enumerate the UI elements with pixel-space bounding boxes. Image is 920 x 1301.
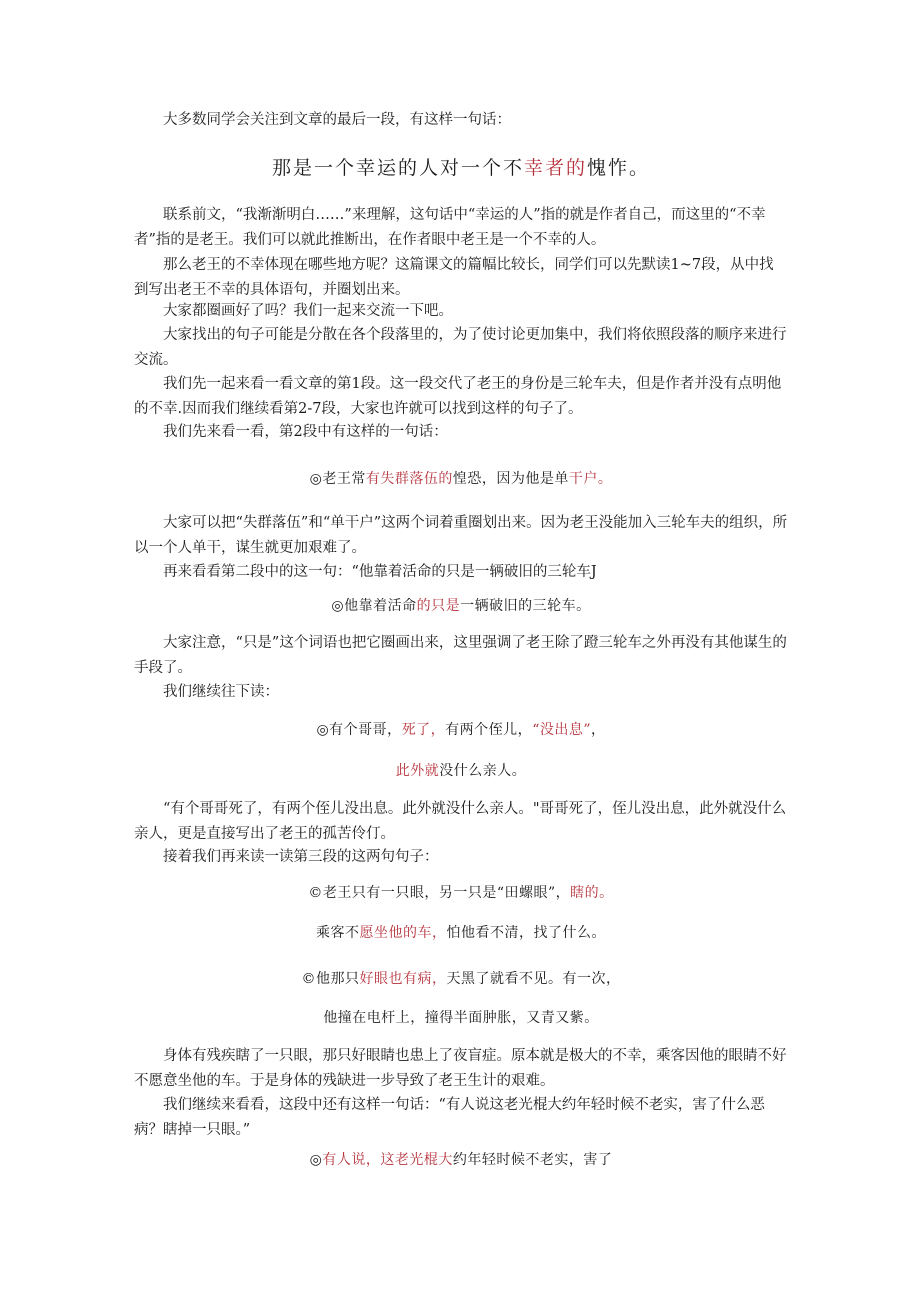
quote-line <box>134 595 788 617</box>
quote-highlight: 有人说，这老光棍大 <box>322 1152 453 1168</box>
quote-text: 惶恐，因为他是单 <box>452 471 569 487</box>
quote-line <box>134 922 788 944</box>
quote-highlight: “没出息” <box>532 722 592 738</box>
quote-line: 他撞在电杆上，撞得半面肿胀，又青又紫。 <box>323 1010 599 1026</box>
quote-text: 乘客不 <box>316 925 360 941</box>
quote-highlight: 愿坐他的车， <box>359 925 447 941</box>
quote-text: ◎有个哥哥， <box>316 722 402 738</box>
quote-line <box>134 719 788 741</box>
quote-highlight: 有失群落伍的 <box>365 471 453 487</box>
key-sentence <box>134 154 788 182</box>
paragraph: “有个哥哥死了，有两个侄儿没出息。此外就没什么亲人。"哥哥死了，侄儿没出息，此外就没什么亲人，更是直接写出了老王的孤苦伶仃。 <box>134 801 787 842</box>
quote-text: 约年轻时候不老实，害了 <box>452 1152 613 1168</box>
paragraph: 我们继续来看看，这段中还有这样一句话：“有人说这老光棍大约年轻时候不老实，害了什么恶病？瞎掉一只眼。” <box>134 1097 765 1138</box>
quote-line <box>134 968 788 990</box>
quote-line <box>134 882 788 904</box>
paragraph: 我们继续往下读： <box>163 684 279 700</box>
key-sentence-part: 愧怍。 <box>587 157 651 179</box>
quote-text: ◎ <box>309 1152 323 1168</box>
paragraph: 身体有残疾瞎了一只眼，那只好眼睛也患上了夜盲症。原本就是极大的不幸，乘客因他的眼睛不好不愿意坐他的车。于是身体的残缺进一步导致了老王生计的艰难。 <box>134 1048 787 1089</box>
quote-highlight: 好眼也有病， <box>359 971 447 987</box>
key-sentence-highlight: 幸者的 <box>523 157 587 179</box>
quote-line <box>134 760 788 782</box>
paragraph: 接着我们再来读一读第三段的这两句句子： <box>163 849 439 865</box>
paragraph: 我们先一起来看一看文章的第1段。这一段交代了老王的身份是三轮车夫，但是作者并没有点明他的不幸.因而我们继续看第2-7段，大家也许就可以找到这样的句子了。 <box>134 376 782 417</box>
quote-text: ， <box>591 722 606 738</box>
quote-highlight: 干户。 <box>568 471 613 487</box>
quote-text: 有两个侄儿， <box>445 722 533 738</box>
quote-highlight: 死了， <box>401 722 446 738</box>
quote-text: ◎老王常 <box>309 471 366 487</box>
quote-text: 天黑了就看不见。有一次， <box>446 971 621 987</box>
quote-text: ©老王只有一只眼，另一只是“田螺眼”， <box>308 885 571 901</box>
paragraph: 大家找出的句子可能是分散在各个段落里的，为了使讨论更加集中，我们将依照段落的顺序来进行交流。 <box>134 327 787 368</box>
paragraph: 联系前文，“我渐渐明白……”来理解，这句话中“幸运的人”指的就是作者自己，而这里的“不幸者”指的是老王。我们可以就此推断出，在作者眼中老王是一个不幸的人。 <box>134 207 766 248</box>
quote-highlight: 此外就 <box>395 763 440 779</box>
paragraph: 我们先来看一看，第2段中有这样的一句话： <box>163 424 448 440</box>
quote-line <box>134 468 788 490</box>
quote-text: ◎他靠着活命 <box>331 598 417 614</box>
paragraph: 大家注意，“只是”这个词语也把它圈画出来，这里强调了老王除了蹬三轮车之外再没有其他谋生的手段了。 <box>134 635 787 676</box>
intro-paragraph: 大多数同学会关注到文章的最后一段，有这样一句话： <box>163 112 511 128</box>
paragraph: 大家可以把“失群落伍”和“单干户”这两个词着重圈划出来。因为老王没能加入三轮车夫的组织，所以一个人单干，谋生就更加艰难了。 <box>134 515 788 556</box>
key-sentence-part: 那是一个幸运的人对一个不 <box>271 157 524 179</box>
quote-line <box>134 1149 788 1171</box>
quote-highlight: 的只是 <box>416 598 461 614</box>
quote-text: 怕他看不清，找了什么。 <box>446 925 606 941</box>
quote-text: 一辆破旧的三轮车。 <box>460 598 591 614</box>
paragraph: 那么老王的不幸体现在哪些地方呢？这篇课文的篇幅比较长，同学们可以先默读1~7段，从中找到写出老王不幸的具体语句，并圈划出来。 <box>134 257 774 298</box>
quote-text: 没什么亲人。 <box>439 763 527 779</box>
quote-text: ©他那只 <box>301 971 360 987</box>
quote-highlight: 瞎的。 <box>570 885 614 901</box>
paragraph: 大家都圈画好了吗？我们一起来交流一下吧。 <box>163 303 453 319</box>
paragraph: 再来看看第二段中的这一句：“他靠着活命的只是一辆破旧的三轮车J <box>163 564 597 580</box>
